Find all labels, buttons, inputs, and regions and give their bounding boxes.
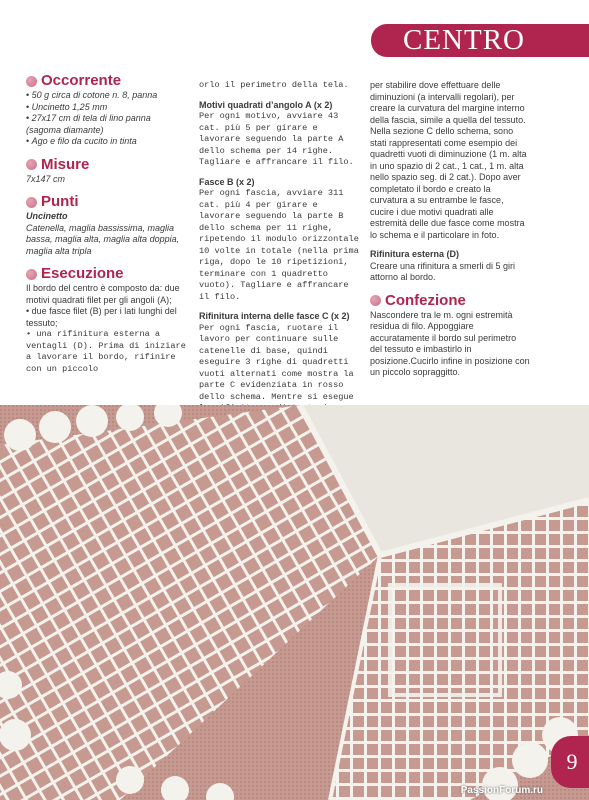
list-item: • 27x17 cm di tela di lino panna (sagoma diamante): [26, 113, 186, 136]
occorrente-section: [26, 72, 186, 148]
bullet-dot-icon: [26, 76, 37, 87]
misure-section: [26, 156, 186, 186]
fasce-heading: Fasce B (x 2): [199, 176, 255, 187]
watermark-text: PassionForum.ru: [460, 785, 543, 796]
bullet-dot-icon: [26, 159, 37, 170]
section-banner: [371, 24, 589, 57]
list-item: • 50 g circa di cotone n. 8, panna: [26, 90, 186, 102]
punti-subtitle: Uncinetto: [26, 211, 68, 221]
misure-text: 7x147 cm: [26, 173, 66, 184]
column-1: [26, 72, 186, 383]
motivi-section: [199, 100, 359, 169]
bullet-dot-icon: [26, 269, 37, 280]
occorrente-heading: Occorrente: [26, 72, 186, 90]
motivi-heading: Motivi quadrati d’angolo A (x 2): [199, 99, 333, 110]
lace-photo: [0, 405, 589, 800]
page-number: 9: [551, 736, 589, 788]
column-2: [199, 80, 359, 446]
rifinitura-interna-heading: Rifinitura interna delle fasce C (x 2): [199, 311, 350, 321]
fasce-section: [199, 177, 359, 304]
esecuzione-p3: • una rifinitura esterna a ventagli (D). Prima di iniziare a lavorare il bordo, rifinire con un piccolo: [26, 329, 186, 374]
punti-heading: Punti: [26, 193, 186, 211]
section-title: CENTRO: [403, 24, 525, 56]
bullet-dot-icon: [26, 197, 37, 208]
rifinitura-esterna-heading: Rifinitura esterna (D): [370, 249, 460, 259]
motivi-text: Per ogni motivo, avviare 43 cat. più 5 per girare e lavorare seguendo la parte A dello schema per 14 righe. Tagliare e affrancare il filo.: [199, 111, 354, 167]
continuation-text: per stabilire dove effettuare delle diminuzioni (a intervalli regolari), per creare la curvatura del margine interno della fascia, simile a quella del tessuto. Nella sezione C dello schema, sono stati rappresentati come esempio dei quadretti vuoti di diminuzione (1 m. alta in uno spazio di 2 cat., 1 cat., 1 m. alta nello spazio seg. di 2 cat.). Dopo aver completato il bordo e creato la curvatura a su entrambe le fasce, cucire i due motivi quadrati alle estremità delle due fasce come mostra lo schema e il particolare in foto.: [370, 80, 527, 240]
esecuzione-p4: orlo il perimetro della tela.: [199, 80, 349, 90]
rifinitura-esterna-section: [370, 249, 530, 284]
bullet-dot-icon: [370, 295, 381, 306]
esecuzione-heading: Esecuzione: [26, 265, 186, 283]
esecuzione-section: [26, 265, 186, 375]
confezione-text: Nascondere tra le m. ogni estremità residua di filo. Appoggiare accuratamente il bordo sul perimetro del tessuto e imbastirlo in posizione.Cucirlo infine in posizione con un piccolo sopraggitto.: [370, 309, 530, 377]
punti-section: [26, 193, 186, 257]
corner-motif: [390, 585, 500, 695]
confezione-heading: Confezione: [370, 292, 530, 310]
list-item: • Ago e filo da cucito in tinta: [26, 136, 186, 148]
esecuzione-p1: Il bordo del centro è composto da: due motivi quadrati filet per gli angoli (A);: [26, 283, 180, 305]
list-item: • Uncinetto 1,25 mm: [26, 102, 186, 114]
occorrente-list: [26, 90, 186, 148]
punti-text: Catenella, maglia bassissima, maglia bassa, maglia alta, maglia alta doppia, maglia alta tripla: [26, 222, 180, 256]
confezione-section: [370, 292, 530, 379]
lace-photo-illustration: [0, 405, 589, 800]
rifinitura-esterna-text: Creare una rifinitura a smerli di 5 giri attorno al bordo.: [370, 260, 516, 282]
esecuzione-p2: • due fasce filet (B) per i lati lunghi del tessuto;: [26, 306, 177, 328]
column-3: [370, 80, 530, 387]
rifinitura-interna-text: Per ogni fascia, ruotare il lavoro per continuare sulle catenelle di base, quindi eseguire 3 righe di quadretti vuoti alternati come mostra la parte C evidenziata in rosso dello schema. Mentre si esegue: [199, 322, 354, 402]
fasce-text: Per ogni fascia, avviare 311 cat. più 4 per girare e lavorare seguendo la parte B dello schema per 11 righe, ripetendo il modulo orizzontale 10 volte in totale (nella prima riga, dopo le 10 ripetizioni, terminare con 1 quadretto vuoto). Tagliare e affrancare il filo.: [199, 188, 359, 302]
misure-heading: Misure: [26, 156, 186, 174]
